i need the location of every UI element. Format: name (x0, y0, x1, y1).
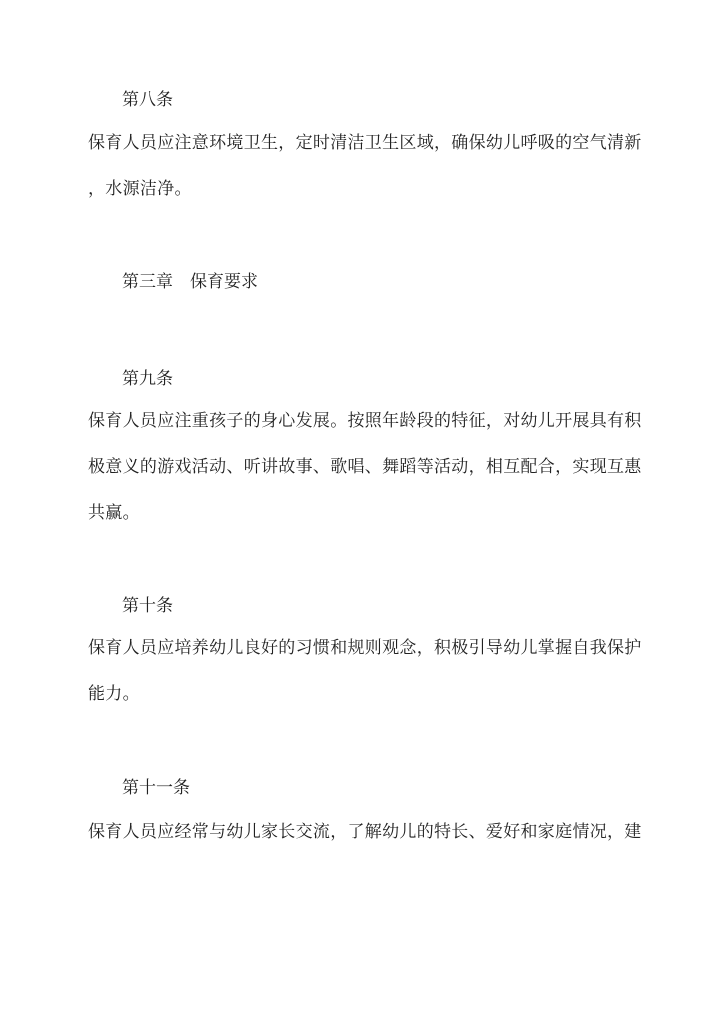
article-10-line-2: 能力。 (88, 684, 140, 704)
article-9-paragraph (88, 398, 642, 536)
article-8-line-2: ，水源洁净。 (88, 179, 192, 199)
article-9-line-1: 保育人员应注重孩子的身心发展。按照年龄段的特征，对幼儿开展具有积 (88, 411, 642, 431)
article-9-heading: 第九条 (122, 369, 173, 389)
article-10-heading: 第十条 (122, 596, 173, 616)
article-9-line-3: 共赢。 (88, 503, 140, 523)
article-8-paragraph (88, 120, 642, 212)
article-10-line-1: 保育人员应培养幼儿良好的习惯和规则观念，积极引导幼儿掌握自我保护 (88, 638, 642, 658)
article-11-heading: 第十一条 (122, 778, 190, 798)
article-8-line-1: 保育人员应注意环境卫生，定时清洁卫生区域，确保幼儿呼吸的空气清新 (88, 133, 642, 153)
article-10-paragraph (88, 625, 642, 717)
article-8-heading: 第八条 (122, 90, 173, 110)
article-11-line-1: 保育人员应经常与幼儿家长交流，了解幼儿的特长、爱好和家庭情况，建 (88, 822, 642, 842)
chapter-3-heading: 第三章 保育要求 (122, 272, 258, 292)
article-9-line-2: 极意义的游戏活动、听讲故事、歌唱、舞蹈等活动，相互配合，实现互惠 (88, 457, 642, 477)
article-11-paragraph (88, 809, 642, 855)
